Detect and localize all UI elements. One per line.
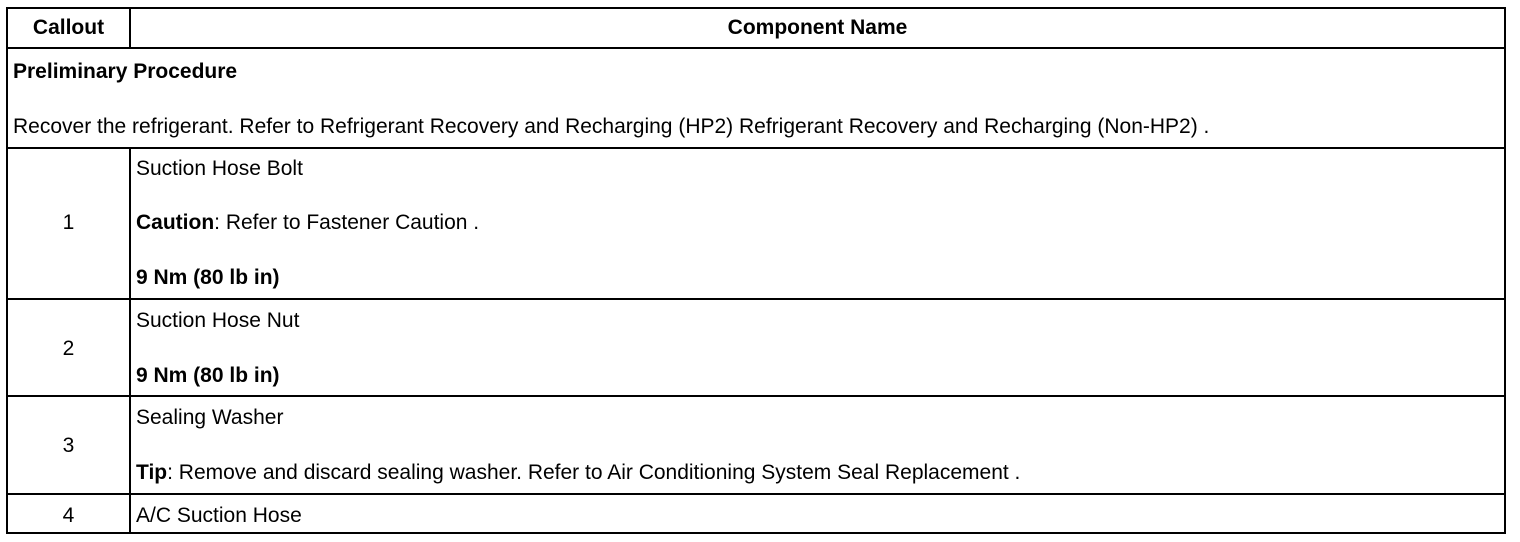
row-1-callout: 1 — [62, 211, 75, 234]
tip-text: : Remove and discard sealing washer. Refer to Air Conditioning System Seal Replacement . — [167, 461, 1021, 484]
preliminary-title: Preliminary Procedure — [13, 60, 238, 83]
row-4-name: A/C Suction Hose — [136, 504, 302, 527]
header-component-name: Component Name — [727, 16, 908, 39]
row-2-name: Suction Hose Nut — [136, 309, 300, 332]
row-3-tip — [136, 461, 1020, 485]
row-3-name: Sealing Washer — [136, 406, 284, 429]
row-3-callout: 3 — [62, 434, 75, 457]
tip-label: Tip — [136, 461, 168, 484]
header-divider — [8, 47, 1504, 49]
column-divider — [129, 147, 131, 534]
caution-label: Caution — [136, 211, 215, 234]
caution-text: : Refer to Fastener Caution . — [214, 211, 480, 234]
row-4-callout: 4 — [62, 504, 75, 527]
row-3-divider — [8, 493, 1504, 495]
row-2-callout: 2 — [62, 337, 75, 360]
row-2-divider — [8, 395, 1504, 397]
row-1-divider — [8, 298, 1504, 300]
preliminary-divider — [8, 147, 1504, 149]
row-1-torque: 9 Nm (80 lb in) — [136, 266, 280, 289]
procedure-table — [6, 7, 1506, 534]
header-callout: Callout — [32, 16, 105, 39]
row-1-name: Suction Hose Bolt — [136, 157, 303, 180]
row-1-caution — [136, 211, 479, 235]
row-2-torque: 9 Nm (80 lb in) — [136, 364, 280, 387]
preliminary-text: Recover the refrigerant. Refer to Refrigerant Recovery and Recharging (HP2) Refrigerant Recovery and Recharging (Non-HP2) . — [13, 115, 1210, 138]
